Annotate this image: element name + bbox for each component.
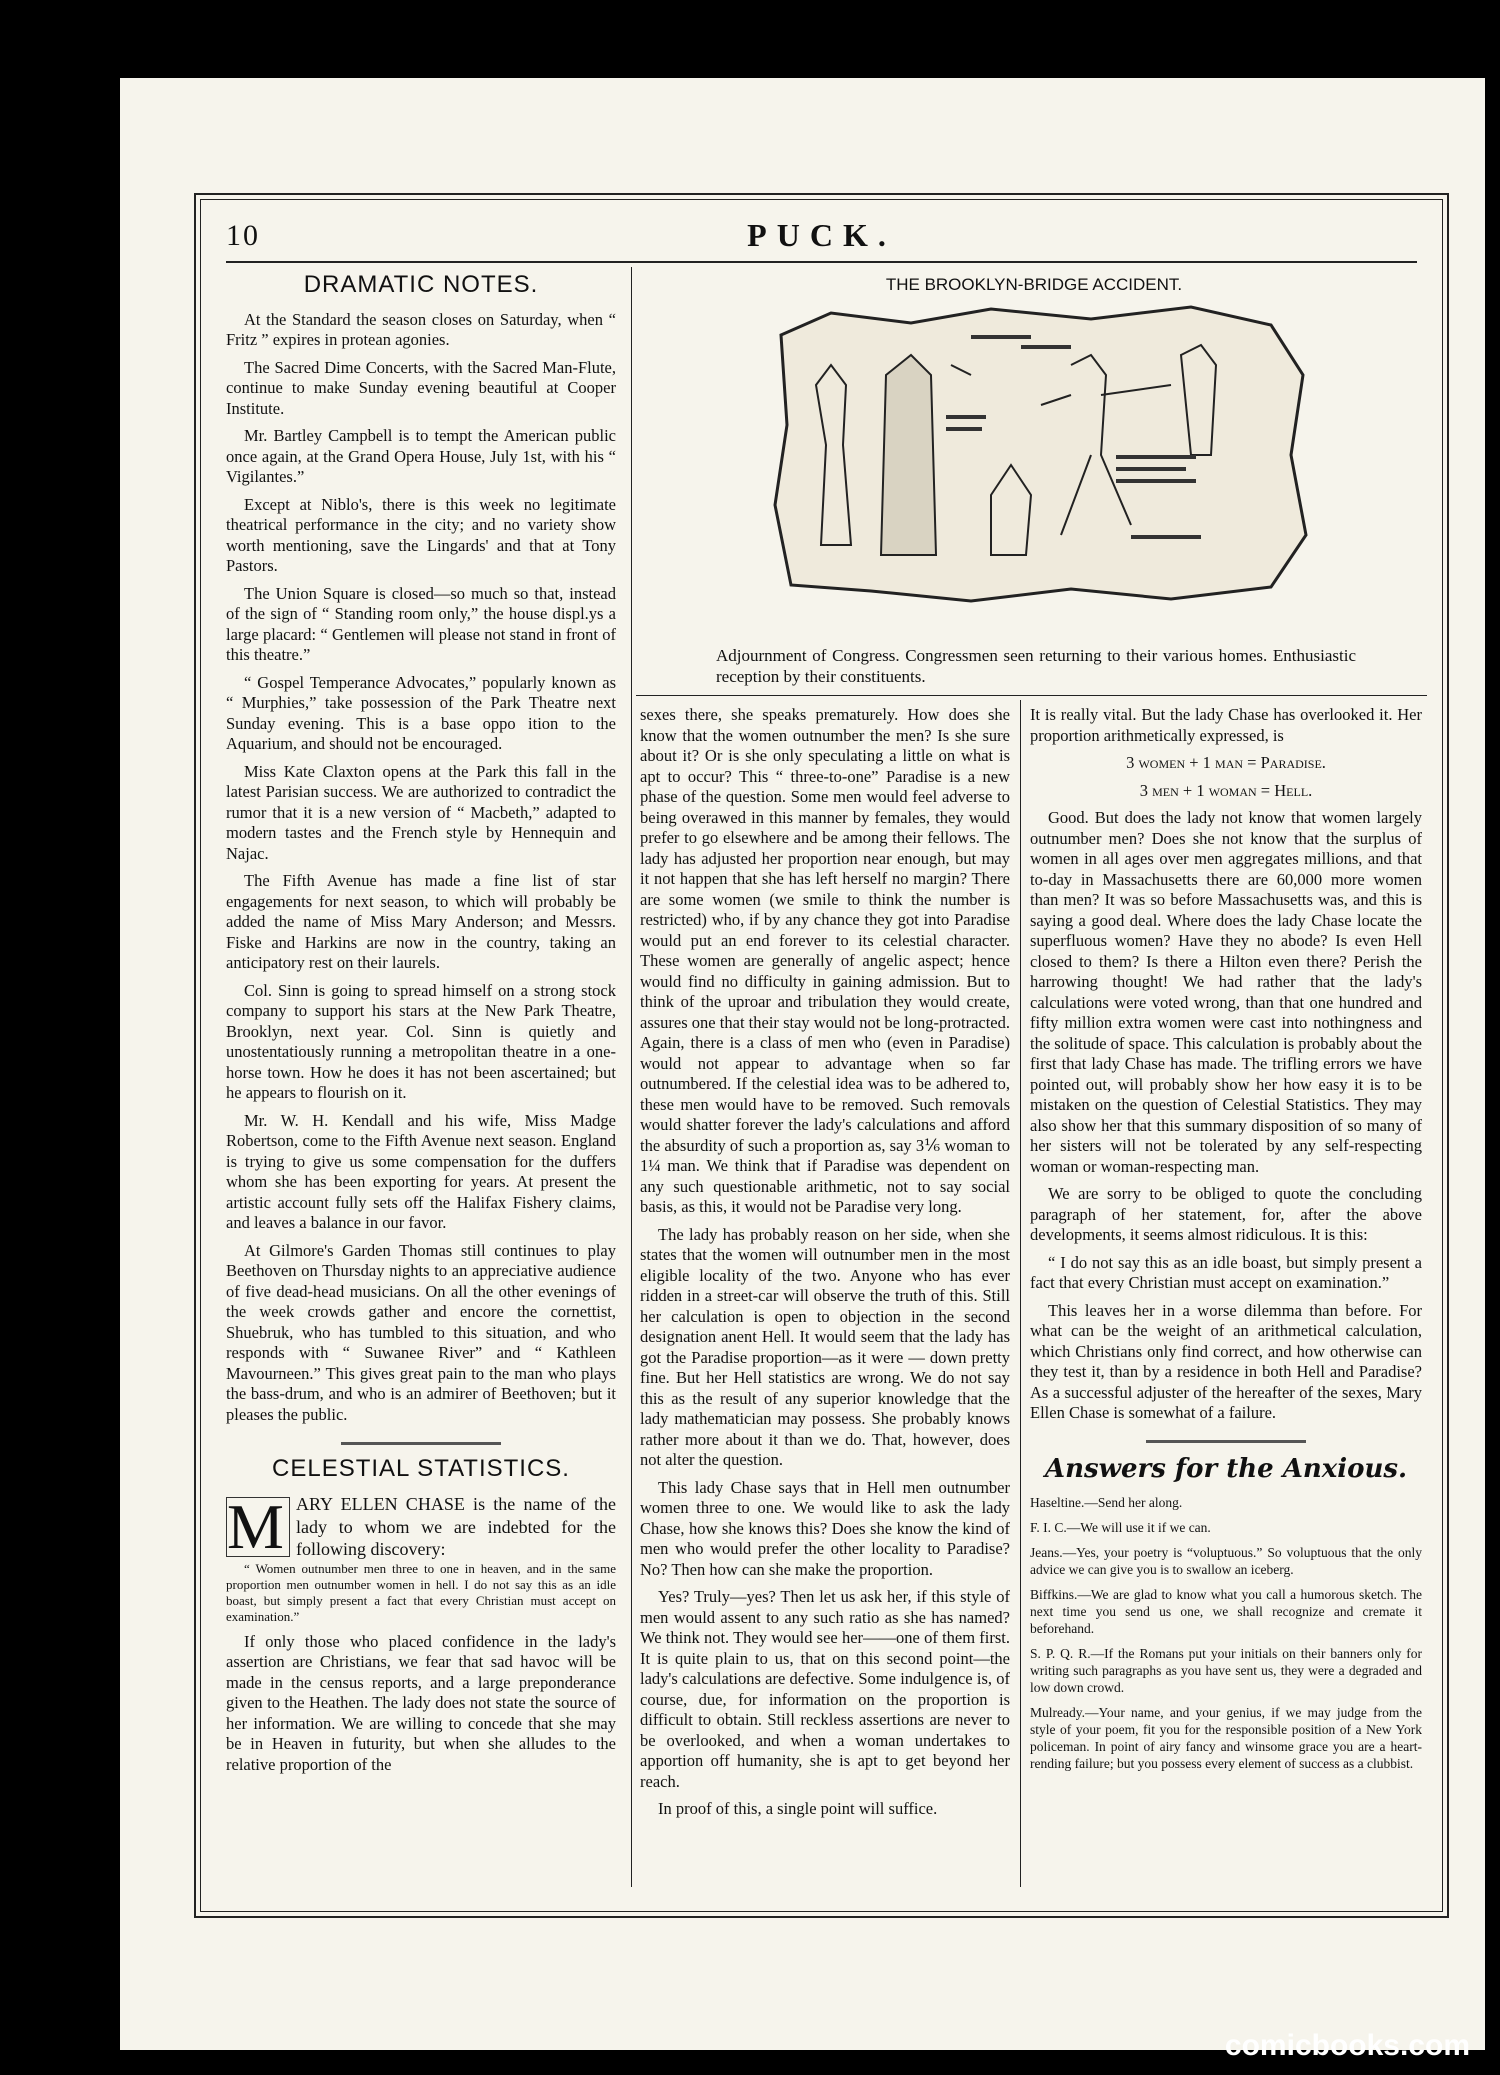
- dramatic-para: Except at Niblo's, there is this week no legitimate theatrical performance in the city; and no variety show worth mentioning, save the Lingards' and that at Tony Pastors.: [226, 494, 616, 575]
- dramatic-para: “ Gospel Temperance Advocates,” popularly known as “ Murphies,” take possession of the Park Theatre next Sunday evening. This is a base oppo ition to the Aquarium, and should not be encouraged.: [226, 672, 616, 753]
- column-rule-1: [631, 267, 632, 1887]
- dramatic-para: The Fifth Avenue has made a fine list of star engagements for next season, to which will probably be added the name of Miss Mary Anderson; and Messrs. Fiske and Harkins are now in the country, taking an anticipatory rest on their laurels.: [226, 871, 616, 972]
- celestial-lead-text: ARY ELLEN CHASE is the name of the lady to whom we are indebted for the following discovery:: [296, 1494, 616, 1559]
- celestial-para: In proof of this, a single point will suffice.: [658, 1799, 938, 1818]
- celestial-para: It is really vital. But the lady Chase has overlooked it. Her proportion arithmetically expressed, is: [1030, 705, 1422, 745]
- celestial-para: If only those who placed confidence in the lady's assertion are Christians, we fear that sad havoc will be made in the census reports, and a large preponderance given to the Heathen. The lady does not state the source of her information. We are willing to concede that she may be in Heaven in futurity, but when she alludes to the relative proportion of the: [226, 1631, 616, 1774]
- dramatic-para: Mr. Bartley Campbell is to tempt the American public once again, at the Grand Opera House, July 1st, with his “ Vigilantes.”: [226, 426, 616, 486]
- page-header: [226, 217, 1417, 263]
- celestial-para: This lady Chase says that in Hell men outnumber women three to one. We would like to ask the lady Chase, how she knows this? Does she know the kind of men who would prefer the other locality to Paradise? No? Then how can she make the proportion.: [640, 1477, 1010, 1579]
- watermark: comicbooks.com: [1224, 2029, 1470, 2062]
- celestial-para: This leaves her in a worse dilemma than before. For what can be the weight of an arithmetical calculation, which Christians only find correct, and how otherwise can they test it, than by a residence in both Hell and Paradise? As a successful adjuster of the hereafter of the sexes, Mary Ellen Chase is somewhat of a failure.: [1030, 1300, 1422, 1422]
- formula-paradise: 3 women + 1 man = Paradise.: [1126, 753, 1326, 772]
- answer-item: F. I. C.—We will use it if we can.: [1030, 1519, 1211, 1535]
- answer-item: Biffkins.—We are glad to know what you call a humorous sketch. The next time you send us one, we shall recognize and cremate it beforehand.: [1030, 1586, 1422, 1636]
- dramatic-para: The Sacred Dime Concerts, with the Sacred Man-Flute, continue to make Sunday evening beautiful at Cooper Institute.: [226, 357, 616, 418]
- dramatic-para: Mr. W. H. Kendall and his wife, Miss Madge Robertson, come to the Fifth Avenue next season. England is trying to give us some compensation for the duffers whom she has been exporting for years. At present the artistic account fully sets off the Halifax Fishery claims, and leaves a balance in our favor.: [226, 1110, 616, 1232]
- section-divider: [1030, 1431, 1422, 1452]
- page-number: 10: [226, 219, 260, 252]
- dramatic-para: The Union Square is closed—so much so that, instead of the sign of “ Standing room only,” the house displ.ys a large placard: “ Gentlemen will please not stand in front of this theatre.”: [226, 583, 616, 664]
- celestial-para: The lady has probably reason on her side, when she states that the women will outnumber men in the most eligible locality of the two. Anyone who has ever ridden in a street-car will observe the truth of this. Still her calculation is open to objection in the second designation anent Hell. It would seem that the lady has got the Paradise proportion—as it were — down pretty fine. But her Hell statistics are wrong. We do not say this as the result of any superior knowledge that the lady mathematician may possess. She probably knows rather more about it than we do. That, however, does not alter the question.: [640, 1224, 1010, 1469]
- dramatic-para: At the Standard the season closes on Saturday, when “ Fritz ” expires in protean agonies.: [226, 309, 616, 349]
- answer-item: Haseltine.—Send her along.: [1030, 1494, 1183, 1510]
- celestial-quote: “ Women outnumber men three to one in heaven, and in the same proportion men outnumber women in hell. I do not say this as an idle boast, but simply present a fact that every Christian must accept on examination.”: [226, 1560, 616, 1624]
- celestial-para: sexes there, she speaks prematurely. How does she know that the women outnumber the men? Is she sure about it? Or is she only speculating a little on what is apt to occur? This “ three-to-one” Paradise is a new phase of the question. Some men would feel adverse to being overawed in this manner by females, they would prefer to go elsewhere and be among their fellows. The lady has adjusted her proportion near enough, but may it not happen that she has left herself no margin? There are some women (we smile to think the number is restricted) who, if by any chance they got into Paradise would put an end forever to its celestial character. These women are generally of angelic aspect; hence would find no difficulty in gaining admission. But to think of the uproar and tribulation they would create, assures one that their stay would not be long-protracted. Again, there is a class of men who (even in Paradise) would not appear to advantage when so far outnumbered. If the celestial idea was to be adhered to, these men would have to be removed. Such removals would shatter forever the lady's calculations and afford the absurdity of such a proportion as, say 3⅙ woman to 1¼ man. We think that if Paradise was dependent on any such questionable arithmetic, not to say social basis, as this, it would not be Paradise very long.: [640, 705, 1010, 1216]
- celestial-statistics-title: CELESTIAL STATISTICS.: [272, 1454, 570, 1482]
- celestial-para: Yes? Truly—yes? Then let us ask her, if this style of men would assent to any such ratio as she has named? We think not. They would see her——one of them first. It is quite plain to us, that on this second point—the lady's calculations are defective. Some indulgence is, of course, due, for information on the proportion is difficult to obtain. Still reckless assertions are never to be overlooked, and when a woman undertakes to apportion off humanity, she is apt to get beyond her reach.: [640, 1587, 1010, 1791]
- section-divider: [226, 1432, 616, 1453]
- illustration-rule: [636, 695, 1427, 696]
- page-frame: [194, 193, 1449, 1918]
- answer-item: Mulready.—Your name, and your genius, if we may judge from the style of your poem, fit you for the responsible position of a New York policeman. In point of airy fancy and winsome grace you are a heart-rending failure; but you possess every element of success as a clubbist.: [1030, 1704, 1422, 1771]
- dramatic-notes-title: DRAMATIC NOTES.: [303, 271, 539, 298]
- dramatic-para: Col. Sinn is going to spread himself on a strong stock company to support his stars at the New Park Theatre, Brooklyn, next year. Col. Sinn is quietly and unostentatiously running a metropolitan theatre in a one-horse town. How he does it has not been ascertained; but he appears to flourish on it.: [226, 980, 616, 1102]
- masthead: PUCK.: [747, 217, 896, 253]
- answers-list: [1030, 1494, 1422, 1772]
- celestial-lead: [226, 1493, 616, 1561]
- answers-title: Answers for the Anxious.: [1044, 1454, 1408, 1484]
- celestial-para: “ I do not say this as an idle boast, but simply present a fact that every Christian must accept on examination.”: [1030, 1252, 1422, 1292]
- column-3: [1030, 705, 1422, 1885]
- column-rule-2: [1020, 700, 1021, 1887]
- column-2: [640, 705, 1010, 1885]
- illustration-caption: Adjournment of Congress. Congressmen seen returning to their various homes. Enthusiastic reception by their constituents.: [716, 646, 1356, 686]
- dramatic-para: At Gilmore's Garden Thomas still continues to play Beethoven on Thursday nights to an appreciative audience of five dead-head musicians. On all the other evenings of the week crowds gather and encore the cornettist, Shuebruk, who has tumbled to this situation, and who responds with “ Suwanee River” and “ Kathleen Mavourneen.” This gives great pain to the man who plays the bass-drum, and who is an admirer of Beethoven; but it pleases the public.: [226, 1240, 616, 1424]
- illustration-title: THE BROOKLYN-BRIDGE ACCIDENT.: [885, 275, 1183, 294]
- drop-cap: M: [226, 1497, 290, 1557]
- column-1: [226, 269, 616, 1889]
- answer-item: Jeans.—Yes, your poetry is “voluptuous.” So voluptuous that the only advice we can give you is to swallow an iceberg.: [1030, 1544, 1422, 1577]
- celestial-para: We are sorry to be obliged to quote the concluding paragraph of her statement, for, after the above developments, it seems almost ridiculous. It is this:: [1030, 1184, 1422, 1244]
- celestial-para: Good. But does the lady not know that women largely outnumber men? Does she not know that the surplus of women in all ages over men aggregates millions, and that to-day in Massachusetts there are 60,000 more women than men? It was so before Massachusetts was, and this is saying a good deal. Where does the lady Chase locate the superfluous women? Have they no abode? Is even Hell closed to them? Is there a Hilton even there? Perish the harrowing thought! We had rather that the lady's calculations were voted wrong, than that one hundred and fifty million extra women were cast into nothingness and the solitude of space. This calculation is probably about the first that lady Chase has made. The trifling errors we have pointed out, will probably show her how easy it is to be mistaken on the question of Celestial Statistics. They may also show her that this summary disposition of so many of her sisters will not be tolerated by any self-respecting woman or woman-respecting man.: [1030, 808, 1422, 1176]
- answer-item: S. P. Q. R.—If the Romans put your initials on their banners only for writing such paragraphs as you have sent us, they were a degraded and low down crowd.: [1030, 1645, 1422, 1695]
- dramatic-para: Miss Kate Claxton opens at the Park this fall in the latest Parisian success. We are authorized to contradict the rumor that it is a new version of “ Macbeth,” adapted to modern tastes and the French style by Hennequin and Najac.: [226, 761, 616, 863]
- assyrian-relief-illustration: [771, 305, 1311, 605]
- formula-hell: 3 men + 1 woman = Hell.: [1139, 780, 1313, 800]
